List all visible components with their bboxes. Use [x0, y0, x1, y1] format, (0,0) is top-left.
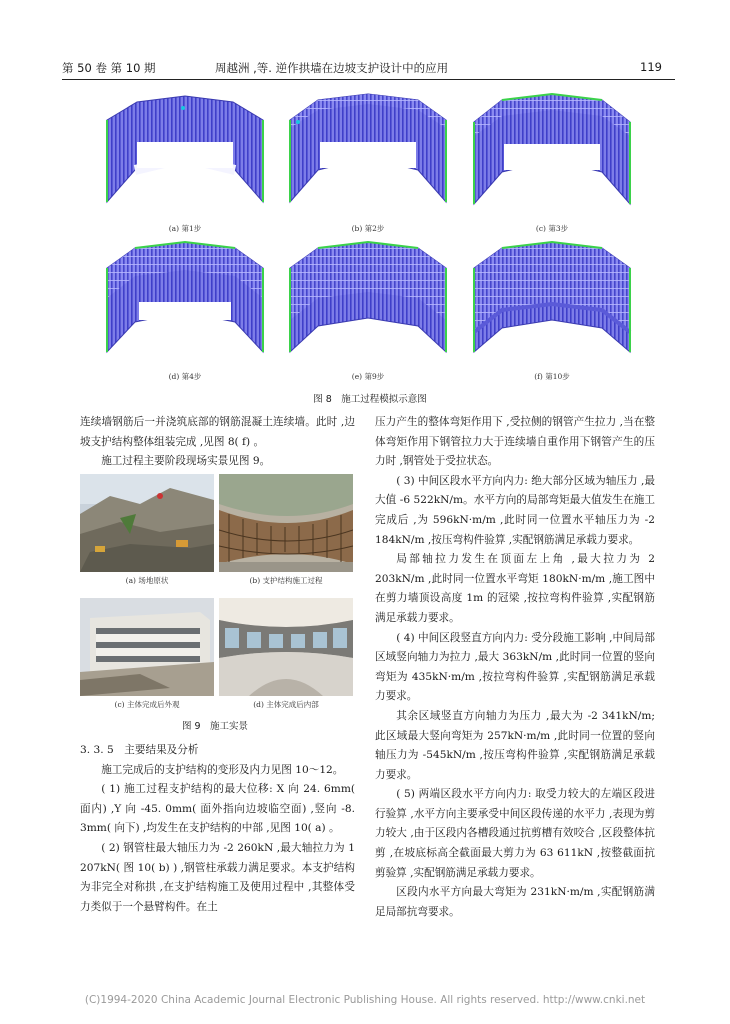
left-column-lower	[80, 741, 355, 917]
right-paragraph-3: 局部轴拉力发生在顶面左上角 ,最大拉力为 2 203kN/m ,此时同一位置水平弯矩 180kN·m/m ,施工图中在剪力墙顶设高度 1m 的冠梁 ,按拉弯构件验算 ,实配钢筋满足承载力要求。	[375, 553, 655, 624]
fig8-panel-f	[462, 240, 642, 370]
fig8-caption-b: (b) 第2步	[351, 224, 385, 233]
section-paragraph-1: 施工完成后的支护结构的变形及内力见图 10～12。	[101, 763, 344, 776]
section-paragraph-3: ( 2) 钢管柱最大轴压力为 -2 260kN ,最大轴拉力为 1 207kN( 图 10( b) ) ,钢管柱承载力满足要求。本支护结构为非完全对称拱 ,在支护结构施工及使用过程中 ,其整体受力类似于一个悬臂构件。在土	[80, 841, 355, 913]
fig8-panel-e	[278, 240, 458, 370]
fig9-photo-construction	[219, 474, 353, 572]
fig8-panel-d	[95, 240, 275, 370]
fig8-panel-a	[95, 92, 275, 222]
fig9-photo-interior	[219, 598, 353, 696]
fig9-caption-b: (b) 支护结构施工过程	[249, 576, 323, 585]
fig9-caption-d: (d) 主体完成后内部	[253, 700, 319, 709]
fig8-caption-c: (c) 第3步	[535, 224, 569, 233]
copyright-footer: (C)1994-2020 China Academic Journal Electronic Publishing House. All rights reserved. http://www.cnki.net	[84, 994, 646, 1006]
right-paragraph-2: ( 3) 中间区段水平方向内力: 绝大部分区域为轴压力 ,最大值 -6 522kN/m。水平方向的局部弯矩最大值发生在施工完成后 ,为 596kN·m/m ,此时同一位置水平轴压力为 -2 184kN/m ,按压弯构件验算 ,实配钢筋满足承载力要求。	[375, 474, 655, 546]
left-paragraph-2: 施工过程主要阶段现场实景见图 9。	[101, 455, 271, 468]
fig9-photo-exterior	[80, 598, 214, 696]
left-paragraph-1: 连续墙钢筋后一并浇筑底部的钢筋混凝土连续墙。此时 ,边坡支护结构整体组装完成 ,见图 8( f) 。	[80, 416, 355, 448]
fig8-panel-b	[278, 92, 458, 222]
fig8-caption-a: (a) 第1步	[168, 224, 202, 233]
figure-8-caption: 图 8 施工过程模拟示意图	[313, 394, 427, 405]
right-paragraph-6: ( 5) 两端区段水平方向内力: 取受力较大的左端区段进行验算 ,水平方向主要承受中间区段传递的水平力 ,表现为剪力较大 ,由于区段内各槽段通过抗剪槽有效咬合 ,区段整体抗剪 ,在坡底标高全截面最大剪力为 63 611kN ,按整截面抗剪验算 ,实配钢筋满足承载力要求。	[375, 788, 655, 879]
fig8-caption-e: (e) 第9步	[351, 372, 385, 381]
journal-issue: 第 50 卷 第 10 期	[62, 61, 156, 75]
right-paragraph-1: 压力产生的整体弯矩作用下 ,受拉侧的钢管产生拉力 ,当在整体弯矩作用下钢管拉力大于连续墙自重作用下钢管产生的压力时 ,钢管处于受拉状态。	[375, 416, 655, 468]
fig8-caption-f: (f) 第10步	[534, 372, 570, 381]
fig9-caption-c: (c) 主体完成后外观	[114, 700, 180, 709]
figure-9-caption: 图 9 施工实景	[181, 721, 249, 732]
running-title: 周越洲 ,等. 逆作拱墙在边坡支护设计中的应用	[215, 61, 449, 75]
fig8-panel-c	[462, 92, 642, 222]
right-column	[375, 413, 655, 922]
fig8-caption-d: (d) 第4步	[168, 372, 202, 381]
section-heading: 3. 3. 5 主要结果及分析	[80, 744, 199, 756]
right-paragraph-7: 区段内水平方向最大弯矩为 231kN·m/m ,实配钢筋满足局部抗弯要求。	[375, 886, 655, 918]
right-paragraph-4: ( 4) 中间区段竖直方向内力: 受分段施工影响 ,中间局部区域竖向轴力为拉力 ,最大 363kN/m ,此时同一位置的竖向弯矩为 435kN·m/m ,按拉弯构件验算 ,实配钢筋满足承载力要求。	[375, 631, 655, 703]
left-column	[80, 413, 355, 472]
header-rule	[62, 79, 675, 80]
fig9-caption-a: (a) 场地原状	[125, 576, 169, 585]
section-paragraph-2: ( 1) 施工过程支护结构的最大位移: X 向 24. 6mm( 面内) ,Y 向 -45. 0mm( 面外指向边坡临空面) ,竖向 -8. 3mm( 向下) ,均发生在支护结构的中部 ,见图 10( a) 。	[80, 783, 355, 835]
fig9-photo-site	[80, 474, 214, 572]
page-number: 119	[640, 60, 662, 74]
right-paragraph-5: 其余区域竖直方向轴力为压力 ,最大为 -2 341kN/m; 此区域最大竖向弯矩为 257kN·m/m ,此时同一位置的竖向轴压力为 -545kN/m ,按压弯构件验算 ,实配钢筋满足承载力要求。	[375, 709, 655, 781]
